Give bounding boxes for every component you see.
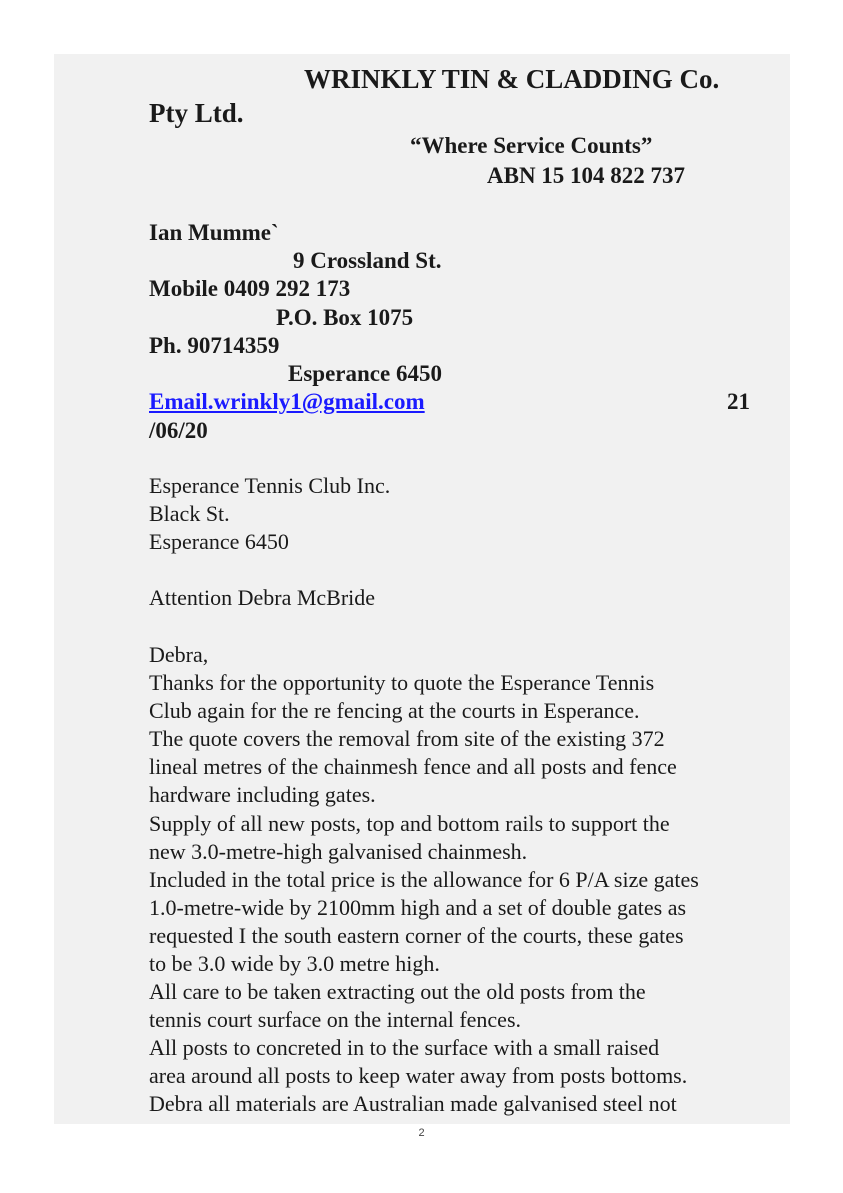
body-line: new 3.0-metre-high galvanised chainmesh. — [149, 839, 528, 864]
body-line: requested I the south eastern corner of the courts, these gates — [149, 923, 684, 948]
body-line: All posts to concreted in to the surface with a small raised — [149, 1035, 660, 1060]
sender-phone: Ph. 90714359 — [149, 333, 280, 358]
attention-line: Attention Debra McBride — [149, 585, 376, 610]
salutation: Debra, — [149, 642, 209, 667]
body-line: All care to be taken extracting out the old posts from the — [149, 979, 646, 1004]
sender-name: Ian Mumme` — [149, 220, 279, 245]
body-line: Thanks for the opportunity to quote the Esperance Tennis — [149, 670, 655, 695]
body-line: Debra all materials are Australian made galvanised steel not — [149, 1091, 677, 1116]
letter-page — [54, 54, 790, 1124]
sender-po-box: P.O. Box 1075 — [276, 305, 414, 330]
sender-email-link[interactable]: Email.wrinkly1@gmail.com — [149, 389, 425, 414]
body-line: lineal metres of the chainmesh fence and all posts and fence — [149, 754, 677, 779]
sender-mobile: Mobile 0409 292 173 — [149, 276, 351, 301]
body-line: to be 3.0 wide by 3.0 metre high. — [149, 951, 440, 976]
body-line: The quote covers the removal from site of the existing 372 — [149, 726, 665, 751]
body-line: tennis court surface on the internal fences. — [149, 1007, 522, 1032]
body-line: Supply of all new posts, top and bottom rails to support the — [149, 811, 670, 836]
body-line: hardware including gates. — [149, 782, 376, 807]
company-name: WRINKLY TIN & CLADDING Co. — [304, 64, 720, 94]
letter-date-day: 21 — [727, 389, 750, 414]
recipient-org: Esperance Tennis Club Inc. — [149, 473, 391, 498]
body-line: Included in the total price is the allowance for 6 P/A size gates — [149, 867, 699, 892]
body-line: area around all posts to keep water away from posts bottoms. — [149, 1063, 688, 1088]
letter-date-rest: /06/20 — [149, 418, 208, 443]
page-number: 2 — [418, 1127, 425, 1139]
recipient-street: Black St. — [149, 501, 230, 526]
body-line: Club again for the re fencing at the courts in Esperance. — [149, 698, 640, 723]
sender-street: 9 Crossland St. — [293, 248, 442, 273]
body-line: 1.0-metre-wide by 2100mm high and a set of double gates as — [149, 895, 687, 920]
company-suffix: Pty Ltd. — [149, 98, 244, 128]
company-tagline: “Where Service Counts” — [410, 133, 653, 158]
recipient-town: Esperance 6450 — [149, 529, 289, 554]
sender-town: Esperance 6450 — [288, 361, 442, 386]
company-abn: ABN 15 104 822 737 — [487, 163, 686, 188]
